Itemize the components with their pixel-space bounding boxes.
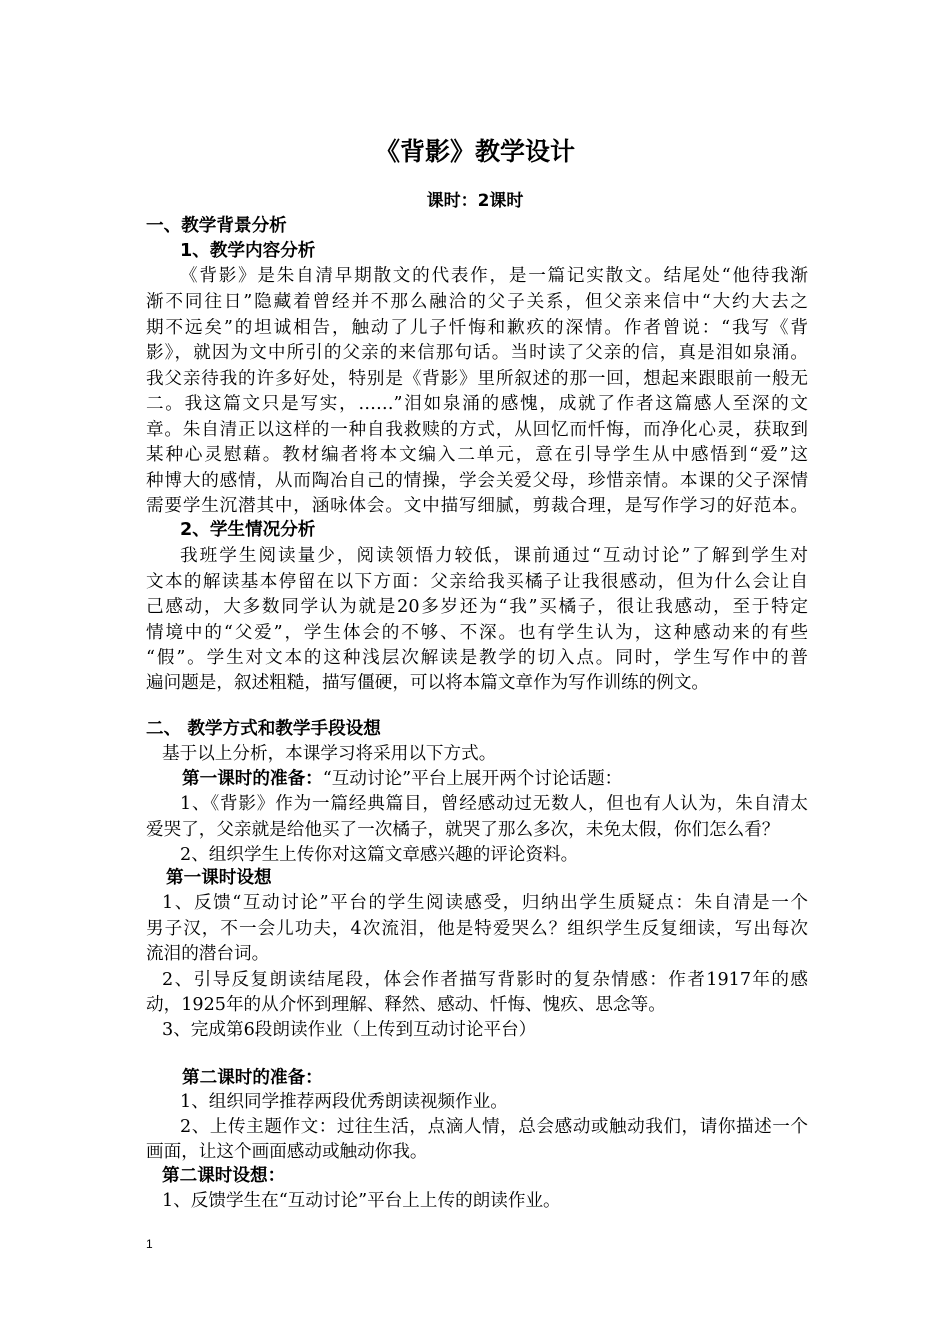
page-title: 《背影》教学设计 <box>374 137 575 166</box>
paragraph-line: 种博大的感情，从而陶冶自己的情操，学会关爱父母，珍惜亲情。本课的父子深情 <box>146 471 808 491</box>
first-lesson-prep-text: “互动讨论”平台上展开两个讨论话题： <box>322 769 623 789</box>
paragraph-line: 我班学生阅读量少，阅读领悟力较低，课前通过“互动讨论”了解到学生对 <box>180 546 808 566</box>
paragraph-line: 2、组织学生上传你对这篇文章感兴趣的评论资料。 <box>180 845 579 865</box>
lesson-hours: 课时：2课时 <box>426 191 524 211</box>
paragraph-line: 2、引导反复朗读结尾段，体会作者描写背影时的复杂情感：作者1917年的感 <box>162 970 808 990</box>
paragraph-line: 基于以上分析，本课学习将采用以下方式。 <box>162 744 497 764</box>
paragraph-line: 1、组织同学推荐两段优秀朗读视频作业。 <box>180 1092 508 1112</box>
subheading-student-analysis: 2、学生情况分析 <box>180 520 316 540</box>
paragraph-line: 流泪的潜台词。 <box>146 944 270 964</box>
section-heading-1: 一、教学背景分析 <box>146 216 287 236</box>
paragraph-line: 1、《背影》作为一篇经典篇目，曾经感动过无数人，但也有人认为，朱自清太 <box>180 794 808 814</box>
paragraph-line: 男子汉，不一会儿功夫，4次流泪，他是特爱哭么？组织学生反复细读，写出每次 <box>146 919 808 939</box>
paragraph-line: “假”。学生对文本的这种浅层次解读是教学的切入点。同时，学生写作中的普 <box>146 648 808 668</box>
paragraph-line: 3、完成第6段朗读作业（上传到互动讨论平台） <box>162 1020 537 1040</box>
paragraph-line: 二。我这篇文只是写实，……”泪如泉涌的感愧，成就了作者这篇感人至深的文 <box>146 394 808 414</box>
paragraph-line: 某种心灵慰藉。教材编者将本文编入二单元，意在引导学生从中感悟到“爱”这 <box>146 445 808 465</box>
page-number: 1 <box>146 1237 153 1251</box>
paragraph-line: 期不远矣”的坦诚相告，触动了儿子忏悔和歉疚的深情。作者曾说：“我写《背 <box>146 318 808 338</box>
paragraph-line: 2、上传主题作文：过往生活，点滴人情，总会感动或触动我们，请你描述一个 <box>180 1117 808 1137</box>
paragraph-line: 需要学生沉潜其中，涵咏体会。文中描写细腻，剪裁合理，是写作学习的好范本。 <box>146 496 808 516</box>
paragraph-line: 1、反馈“互动讨论”平台的学生阅读感受，归纳出学生质疑点：朱自清是一个 <box>162 893 808 913</box>
paragraph-line: 1、反馈学生在“互动讨论”平台上上传的朗读作业。 <box>162 1191 561 1211</box>
paragraph-line: 我父亲待我的许多好处，特别是《背影》里所叙述的那一回，想起来跟眼前一般无 <box>146 369 808 389</box>
section-heading-2: 二、 教学方式和教学手段设想 <box>146 719 381 739</box>
paragraph-line: 渐不同往日”隐藏着曾经并不那么融洽的父子关系，但父亲来信中“大约大去之 <box>146 292 808 312</box>
second-lesson-prep-heading: 第二课时的准备： <box>182 1068 323 1088</box>
second-lesson-plan-heading: 第二课时设想： <box>162 1166 286 1186</box>
paragraph-line: 影》，就因为文中所引的父亲的来信那句话。当时读了父亲的信，真是泪如泉涌。 <box>146 343 808 363</box>
paragraph-line: 遍问题是，叙述粗糙，描写僵硬，可以将本篇文章作为写作训练的例文。 <box>146 673 710 693</box>
paragraph-line: 画面，让这个画面感动或触动你我。 <box>146 1142 428 1162</box>
paragraph-line: 文本的解读基本停留在以下方面：父亲给我买橘子让我很感动，但为什么会让自 <box>146 572 808 592</box>
paragraph-line: 章。朱自清正以这样的一种自我救赎的方式，从回忆而忏悔，而净化心灵，获取到 <box>146 420 808 440</box>
paragraph-line: 《背影》是朱自清早期散文的代表作，是一篇记实散文。结尾处“他待我渐 <box>180 266 808 286</box>
paragraph-line: 爱哭了，父亲就是给他买了一次橘子，就哭了那么多次，未免太假，你们怎么看？ <box>146 820 780 840</box>
first-lesson-prep-label: 第一课时的准备： <box>182 769 323 789</box>
first-lesson-plan-heading: 第一课时设想 <box>166 868 272 888</box>
paragraph-line: 动，1925年的从介怀到理解、释然、感动、忏悔、愧疚、思念等。 <box>146 995 666 1015</box>
paragraph-line: 情境中的“父爱”，学生体会的不够、不深。也有学生认为，这种感动来的有些 <box>146 623 808 643</box>
paragraph-line: 己感动，大多数同学认为就是20多岁还为“我”买橘子，很让我感动，至于特定 <box>146 597 808 617</box>
subheading-content-analysis: 1、教学内容分析 <box>180 241 316 261</box>
first-lesson-prep-line <box>182 767 844 792</box>
